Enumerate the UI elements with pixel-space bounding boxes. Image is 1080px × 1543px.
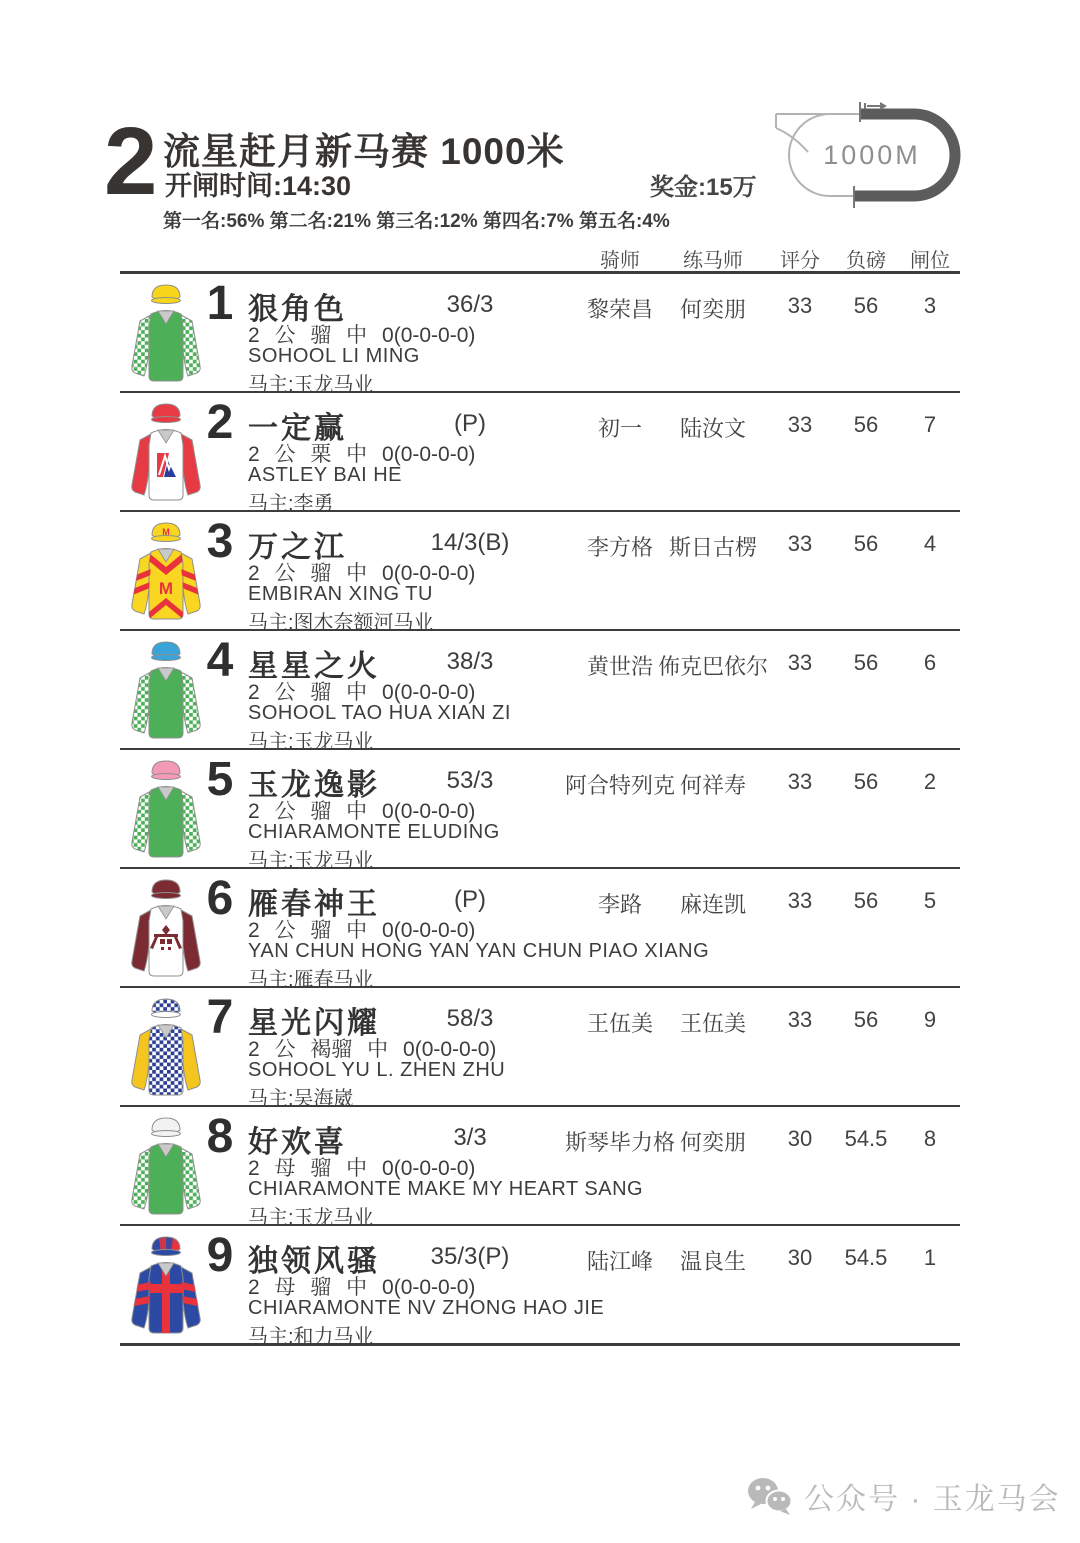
rating-value: 33 <box>787 650 813 675</box>
horse-english-name: ASTLEY BAI HE <box>248 464 402 486</box>
track-distance-label: 1000M <box>823 140 921 170</box>
horse-number: 3 <box>206 515 234 568</box>
svg-text:M: M <box>158 579 174 598</box>
horse-odds: 38/3 <box>446 648 494 675</box>
rating-value: 30 <box>787 1245 813 1270</box>
gate-value: 1 <box>923 1245 937 1270</box>
horse-name: 独领风骚 <box>248 1245 380 1278</box>
horse-english-name: CHIARAMONTE ELUDING <box>248 821 500 843</box>
rating-value: 33 <box>787 769 813 794</box>
horse-english-name: YAN CHUN HONG YAN YAN CHUN PIAO XIANG <box>248 940 710 962</box>
column-header-weight: 负磅 <box>846 250 886 272</box>
horse-details: 2 公 骝 中 0(0-0-0-0) <box>248 681 476 704</box>
horse-details: 2 公 栗 中 0(0-0-0-0) <box>248 443 476 466</box>
gate-value: 2 <box>923 769 937 794</box>
horse-number: 6 <box>206 872 234 925</box>
horse-owner: 马主:玉龙马业 <box>248 374 374 396</box>
gate-value: 7 <box>923 412 937 437</box>
trainer-name: 何祥寿 <box>679 773 746 798</box>
trainer-name: 温良生 <box>679 1249 746 1274</box>
horse-row <box>120 274 960 396</box>
weight-value: 56 <box>853 888 879 913</box>
table-header <box>120 240 960 274</box>
horse-row <box>120 750 960 872</box>
horse-details: 2 公 骝 中 0(0-0-0-0) <box>248 324 476 347</box>
horse-number: 2 <box>206 396 234 449</box>
horse-owner: 马主:雁春马业 <box>248 969 374 991</box>
rating-value: 33 <box>787 293 813 318</box>
horse-name: 星光闪耀 <box>248 1007 380 1040</box>
horse-details: 2 公 骝 中 0(0-0-0-0) <box>248 919 476 942</box>
gate-value: 5 <box>923 888 937 913</box>
rating-value: 33 <box>787 412 813 437</box>
horse-odds: 35/3(P) <box>430 1243 510 1270</box>
horse-number: 1 <box>206 277 234 330</box>
horse-english-name: SOHOOL LI MING <box>248 345 420 367</box>
horse-english-name: EMBIRAN XING TU <box>248 583 433 605</box>
weight-value: 56 <box>853 1007 879 1032</box>
horse-details: 2 公 骝 中 0(0-0-0-0) <box>248 562 476 585</box>
horse-owner: 马主:玉龙马业 <box>248 731 374 753</box>
rating-value: 33 <box>787 888 813 913</box>
horse-row <box>120 512 960 634</box>
horse-english-name: SOHOOL TAO HUA XIAN ZI <box>248 702 511 724</box>
gate-value: 3 <box>923 293 937 318</box>
rating-value: 33 <box>787 531 813 556</box>
horse-odds: 3/3 <box>453 1124 487 1151</box>
horse-details: 2 公 骝 中 0(0-0-0-0) <box>248 800 476 823</box>
horse-row <box>120 1107 960 1229</box>
trainer-name: 陆汝文 <box>679 416 746 441</box>
jockey-name: 陆江峰 <box>586 1249 653 1274</box>
horse-row <box>120 393 960 515</box>
horse-odds: (P) <box>454 886 486 913</box>
horse-english-name: CHIARAMONTE MAKE MY HEART SANG <box>248 1178 644 1200</box>
gate-value: 6 <box>923 650 937 675</box>
footer-label: 公众号 · 玉龙马会 <box>804 1483 1061 1516</box>
horse-name: 一定赢 <box>248 412 347 445</box>
gate-value: 4 <box>923 531 937 556</box>
svg-text:M: M <box>162 527 170 537</box>
column-header-gate: 闸位 <box>910 250 950 272</box>
placing-percentages: 第一名:56% 第二名:21% 第三名:12% 第四名:7% 第五名:4% <box>163 211 670 232</box>
jockey-name: 初一 <box>597 416 642 441</box>
footer-watermark <box>746 1474 1061 1518</box>
trainer-name: 麻连凯 <box>679 892 746 917</box>
horse-row <box>120 988 960 1110</box>
trainer-name: 王伍美 <box>679 1011 746 1036</box>
jockey-name: 斯琴毕力格 <box>564 1130 675 1155</box>
weight-value: 56 <box>853 650 879 675</box>
horse-owner: 马主:和力马业 <box>248 1326 374 1348</box>
trainer-name: 何奕朋 <box>679 1130 746 1155</box>
horse-number: 9 <box>206 1229 234 1282</box>
horse-name: 雁春神王 <box>248 888 380 921</box>
jockey-name: 李路 <box>597 892 642 917</box>
jockey-name: 李方格 <box>586 535 653 560</box>
prize-money: 奖金:15万 <box>650 174 757 201</box>
horse-details: 2 母 骝 中 0(0-0-0-0) <box>248 1157 476 1180</box>
horse-details: 2 母 骝 中 0(0-0-0-0) <box>248 1276 476 1299</box>
weight-value: 56 <box>853 412 879 437</box>
weight-value: 56 <box>853 531 879 556</box>
race-number: 2 <box>104 108 155 215</box>
horse-row <box>120 869 960 991</box>
horse-name: 狠角色 <box>248 293 347 326</box>
horse-name: 玉龙逸影 <box>248 769 380 802</box>
gate-value: 8 <box>923 1126 937 1151</box>
horse-number: 7 <box>206 991 234 1044</box>
horse-row <box>120 1226 960 1346</box>
weight-value: 54.5 <box>844 1245 888 1270</box>
horse-owner: 马主:吴海崴 <box>248 1088 354 1110</box>
weight-value: 56 <box>853 769 879 794</box>
horse-name: 星星之火 <box>248 650 380 683</box>
gate-value: 9 <box>923 1007 937 1032</box>
wechat-icon <box>746 1475 794 1517</box>
horse-owner: 马主:玉龙马业 <box>248 850 374 872</box>
trainer-name: 斯日古楞 <box>668 535 757 560</box>
column-header-jockey: 骑师 <box>600 250 640 272</box>
weight-value: 56 <box>853 293 879 318</box>
gate-time: 开闸时间:14:30 <box>165 171 352 201</box>
horse-odds: (P) <box>454 410 486 437</box>
trainer-name: 何奕朋 <box>679 297 746 322</box>
horse-number: 4 <box>206 634 234 687</box>
horse-number: 8 <box>206 1110 234 1163</box>
horse-details: 2 公 褐骝 中 0(0-0-0-0) <box>248 1038 497 1061</box>
column-header-rating: 评分 <box>780 250 820 272</box>
jockey-name: 阿合特列克 <box>564 773 675 798</box>
horse-owner: 马主:李勇 <box>248 493 334 515</box>
horse-odds: 36/3 <box>446 291 494 318</box>
horse-list <box>120 274 960 1346</box>
rating-value: 33 <box>787 1007 813 1032</box>
jockey-name: 黄世浩 <box>586 654 653 679</box>
horse-number: 5 <box>206 753 234 806</box>
horse-english-name: SOHOOL YU L. ZHEN ZHU <box>248 1059 506 1081</box>
horse-odds: 14/3(B) <box>430 529 510 556</box>
horse-name: 万之江 <box>248 531 347 564</box>
horse-row <box>120 631 960 753</box>
jockey-name: 王伍美 <box>586 1011 653 1036</box>
race-title: 流星赶月新马赛 1000米 <box>163 131 565 172</box>
jockey-name: 黎荣昌 <box>586 297 653 322</box>
horse-owner: 马主:图木奈额河马业 <box>248 612 434 634</box>
horse-odds: 58/3 <box>446 1005 494 1032</box>
column-header-trainer: 练马师 <box>683 250 743 272</box>
track-diagram-icon <box>768 90 968 215</box>
horse-odds: 53/3 <box>446 767 494 794</box>
horse-name: 好欢喜 <box>248 1126 347 1159</box>
horse-owner: 马主:玉龙马业 <box>248 1207 374 1229</box>
rating-value: 30 <box>787 1126 813 1151</box>
weight-value: 54.5 <box>844 1126 888 1151</box>
horse-english-name: CHIARAMONTE NV ZHONG HAO JIE <box>248 1297 605 1319</box>
trainer-name: 佈克巴依尔 <box>657 654 768 679</box>
